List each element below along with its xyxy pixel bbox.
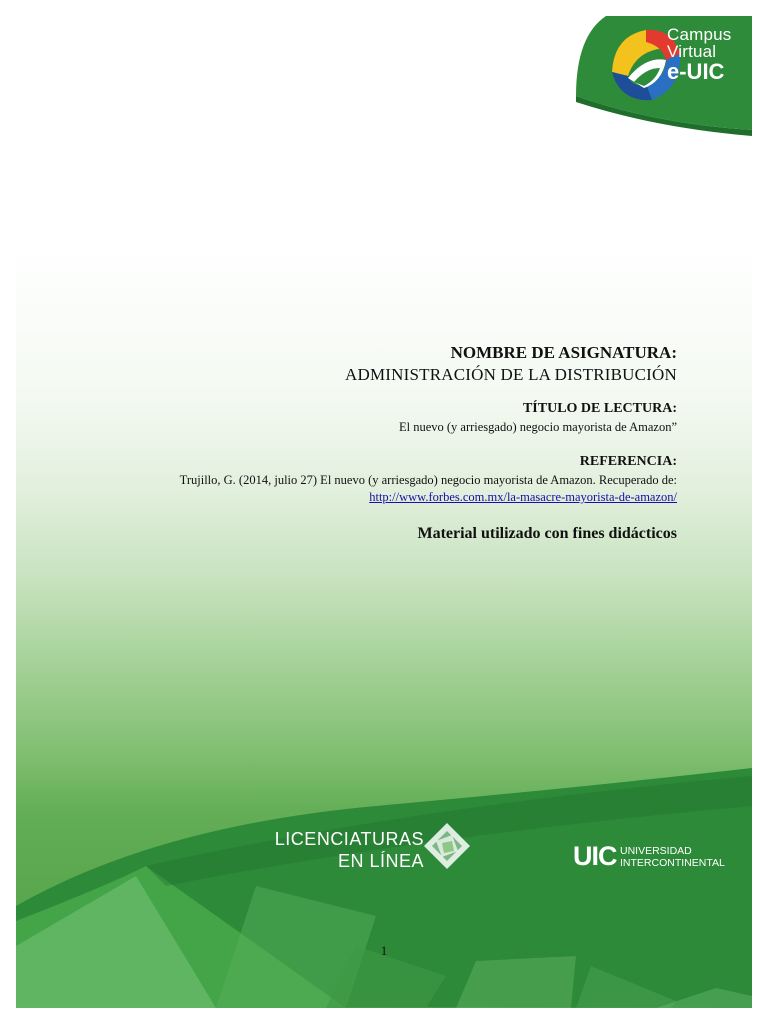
reading-heading: TÍTULO DE LECTURA: [522, 401, 677, 416]
virtual-line: Virtual [667, 42, 717, 61]
didactic-note: Material utilizado con fines didácticos [417, 525, 677, 542]
program-line-2: EN LÍNEA [337, 851, 424, 871]
licenciaturas-logo-text [272, 828, 424, 872]
campus-virtual-logo-text [667, 26, 752, 83]
uic-name-line-2: INTERCONTINENTAL [620, 857, 725, 869]
campus-virtual-badge [16, 16, 752, 146]
subject-value: ADMINISTRACIÓN DE LA DISTRIBUCIÓN [345, 365, 677, 384]
reading-title: El nuevo (y arriesgado) negocio mayorista de Amazon” [398, 420, 677, 434]
campus-line: Campus [667, 25, 732, 44]
uic-logo-name [620, 845, 725, 869]
reference-heading: REFERENCIA: [579, 454, 677, 469]
document-page [16, 16, 752, 1008]
licenciaturas-diamond-icon [422, 821, 472, 871]
subject-heading: NOMBRE DE ASIGNATURA: [450, 343, 677, 362]
program-line-1: LICENCIATURAS [274, 829, 424, 849]
page-number: 1 [380, 943, 388, 958]
reference-link[interactable]: http://www.forbes.com.mx/la-masacre-mayorista-de-amazon/ [369, 490, 677, 504]
uic-name-line-1: UNIVERSIDAD [620, 845, 692, 857]
uic-logo-mark: UIC [573, 841, 617, 871]
document-body [136, 342, 677, 544]
euic-line: e-UIC [667, 59, 725, 84]
reference-citation: Trujillo, G. (2014, julio 27) El nuevo (y arriesgado) negocio mayorista de Amazon. Recuperado de: [179, 473, 677, 487]
